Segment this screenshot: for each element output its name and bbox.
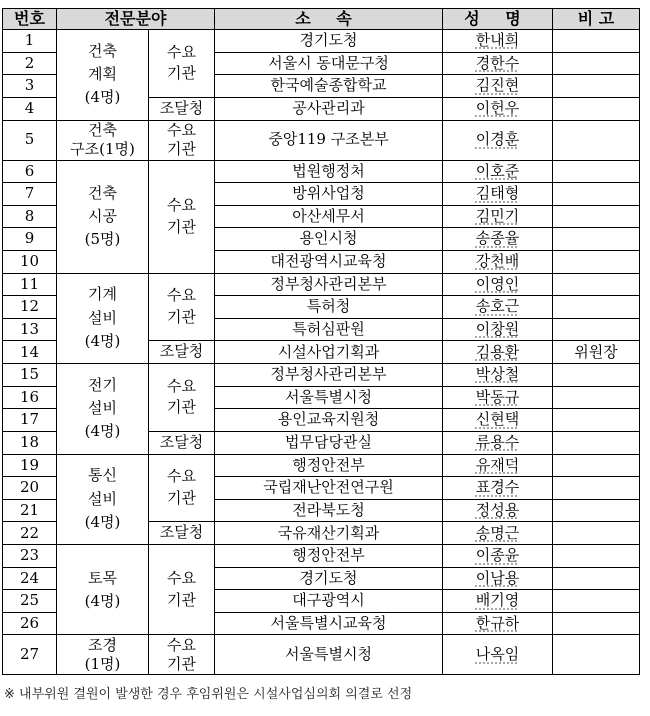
agency-type: 조달청 [149, 431, 215, 454]
field-category: 건축 구조(1명) [57, 120, 149, 160]
row-number: 13 [3, 318, 57, 341]
remark-cell [553, 97, 640, 120]
remark-cell [553, 296, 640, 319]
remark-cell [553, 120, 640, 160]
affiliation-cell: 특허청 [215, 296, 443, 319]
affiliation-cell: 대구광역시 [215, 590, 443, 613]
affiliation-cell: 서울시 동대문구청 [215, 52, 443, 75]
remark-cell [553, 545, 640, 568]
remark-cell [553, 431, 640, 454]
member-name: 송명근 [443, 522, 553, 545]
field-category: 건축 계획 (4명) [57, 30, 149, 121]
table-row [3, 364, 640, 387]
table-row [3, 454, 640, 477]
remark-cell [553, 499, 640, 522]
affiliation-cell: 시설사업기획과 [215, 341, 443, 364]
affiliation-cell: 용인교육지원청 [215, 409, 443, 432]
member-name: 배기영 [443, 590, 553, 613]
agency-type: 수요 기관 [149, 160, 215, 273]
member-name: 류용수 [443, 431, 553, 454]
agency-type: 수요 기관 [149, 273, 215, 341]
affiliation-cell: 경기도청 [215, 567, 443, 590]
row-number: 16 [3, 386, 57, 409]
row-number: 27 [3, 635, 57, 675]
field-category: 건축 시공 (5명) [57, 160, 149, 273]
member-name: 나옥임 [443, 635, 553, 675]
row-number: 22 [3, 522, 57, 545]
remark-cell [553, 409, 640, 432]
field-category: 통신 설비 (4명) [57, 454, 149, 545]
member-name: 김민기 [443, 205, 553, 228]
remark-cell [553, 522, 640, 545]
row-number: 9 [3, 228, 57, 251]
remark-cell [553, 273, 640, 296]
affiliation-cell: 경기도청 [215, 30, 443, 53]
remark-cell [553, 228, 640, 251]
footnote: ※ 내부위원 결원이 발생한 경우 후임위원은 시설사업심의회 의결로 선정 [4, 687, 413, 702]
remark-cell [553, 454, 640, 477]
row-number: 25 [3, 590, 57, 613]
row-number: 3 [3, 75, 57, 98]
committee-table [2, 8, 640, 675]
table-row [3, 120, 640, 160]
affiliation-cell: 대전광역시교육청 [215, 250, 443, 273]
member-name: 한규하 [443, 612, 553, 635]
row-number: 24 [3, 567, 57, 590]
row-number: 17 [3, 409, 57, 432]
row-number: 6 [3, 160, 57, 183]
row-number: 4 [3, 97, 57, 120]
remark-cell [553, 75, 640, 98]
table-row [3, 30, 640, 53]
agency-type: 수요 기관 [149, 635, 215, 675]
field-category: 조경 (1명) [57, 635, 149, 675]
affiliation-cell: 중앙119 구조본부 [215, 120, 443, 160]
agency-type: 수요 기관 [149, 364, 215, 432]
affiliation-cell: 국유재산기획과 [215, 522, 443, 545]
agency-type: 수요 기관 [149, 454, 215, 522]
member-name: 경한수 [443, 52, 553, 75]
field-category: 토목 (4명) [57, 545, 149, 635]
table-row [3, 273, 640, 296]
header-remark: 비 고 [553, 9, 640, 30]
affiliation-cell: 법무담당관실 [215, 431, 443, 454]
remark-cell [553, 183, 640, 206]
member-name: 송호근 [443, 296, 553, 319]
header-field: 전문분야 [57, 9, 215, 30]
member-name: 한내희 [443, 30, 553, 53]
affiliation-cell: 특허심판원 [215, 318, 443, 341]
affiliation-cell: 아산세무서 [215, 205, 443, 228]
member-name: 이영인 [443, 273, 553, 296]
row-number: 11 [3, 273, 57, 296]
agency-type: 조달청 [149, 341, 215, 364]
row-number: 14 [3, 341, 57, 364]
affiliation-cell: 법원행정처 [215, 160, 443, 183]
affiliation-cell: 용인시청 [215, 228, 443, 251]
row-number: 18 [3, 431, 57, 454]
member-name: 신현택 [443, 409, 553, 432]
agency-type: 수요 기관 [149, 120, 215, 160]
member-name: 강천배 [443, 250, 553, 273]
agency-type: 조달청 [149, 522, 215, 545]
member-name: 박동규 [443, 386, 553, 409]
affiliation-cell: 서울특별시교육청 [215, 612, 443, 635]
remark-cell [553, 364, 640, 387]
field-category: 기계 설비 (4명) [57, 273, 149, 364]
remark-cell [553, 160, 640, 183]
member-name: 이헌우 [443, 97, 553, 120]
remark-cell [553, 205, 640, 228]
remark-cell [553, 30, 640, 53]
row-number: 2 [3, 52, 57, 75]
header-affiliation: 소 속 [215, 9, 443, 30]
header-name: 성 명 [443, 9, 553, 30]
row-number: 1 [3, 30, 57, 53]
member-name: 이호준 [443, 160, 553, 183]
member-name: 송종율 [443, 228, 553, 251]
affiliation-cell: 국립재난안전연구원 [215, 477, 443, 500]
row-number: 20 [3, 477, 57, 500]
field-category: 전기 설비 (4명) [57, 364, 149, 455]
row-number: 23 [3, 545, 57, 568]
member-name: 이창원 [443, 318, 553, 341]
affiliation-cell: 정부청사관리본부 [215, 364, 443, 387]
agency-type: 수요 기관 [149, 30, 215, 98]
member-name: 유재덕 [443, 454, 553, 477]
row-number: 10 [3, 250, 57, 273]
member-name: 김진현 [443, 75, 553, 98]
affiliation-cell: 전라북도청 [215, 499, 443, 522]
remark-cell [553, 635, 640, 675]
member-name: 박상철 [443, 364, 553, 387]
member-name: 정성용 [443, 499, 553, 522]
header-row [3, 9, 640, 30]
affiliation-cell: 공사관리과 [215, 97, 443, 120]
remark-cell [553, 318, 640, 341]
member-name: 김태형 [443, 183, 553, 206]
row-number: 19 [3, 454, 57, 477]
row-number: 21 [3, 499, 57, 522]
row-number: 7 [3, 183, 57, 206]
agency-type: 조달청 [149, 97, 215, 120]
row-number: 15 [3, 364, 57, 387]
affiliation-cell: 방위사업청 [215, 183, 443, 206]
table-row [3, 160, 640, 183]
remark-cell [553, 386, 640, 409]
agency-type: 수요 기관 [149, 545, 215, 635]
member-name: 표경수 [443, 477, 553, 500]
remark-cell: 위원장 [553, 341, 640, 364]
table-row [3, 545, 640, 568]
affiliation-cell: 서울특별시청 [215, 386, 443, 409]
row-number: 12 [3, 296, 57, 319]
affiliation-cell: 행정안전부 [215, 454, 443, 477]
affiliation-cell: 정부청사관리본부 [215, 273, 443, 296]
member-name: 이남용 [443, 567, 553, 590]
member-name: 이경훈 [443, 120, 553, 160]
remark-cell [553, 590, 640, 613]
row-number: 26 [3, 612, 57, 635]
header-no: 번호 [3, 9, 57, 30]
remark-cell [553, 567, 640, 590]
remark-cell [553, 477, 640, 500]
remark-cell [553, 612, 640, 635]
affiliation-cell: 한국예술종합학교 [215, 75, 443, 98]
remark-cell [553, 52, 640, 75]
affiliation-cell: 서울특별시청 [215, 635, 443, 675]
remark-cell [553, 250, 640, 273]
member-name: 이종윤 [443, 545, 553, 568]
table-row [3, 635, 640, 675]
member-name: 김용환 [443, 341, 553, 364]
row-number: 8 [3, 205, 57, 228]
row-number: 5 [3, 120, 57, 160]
affiliation-cell: 행정안전부 [215, 545, 443, 568]
